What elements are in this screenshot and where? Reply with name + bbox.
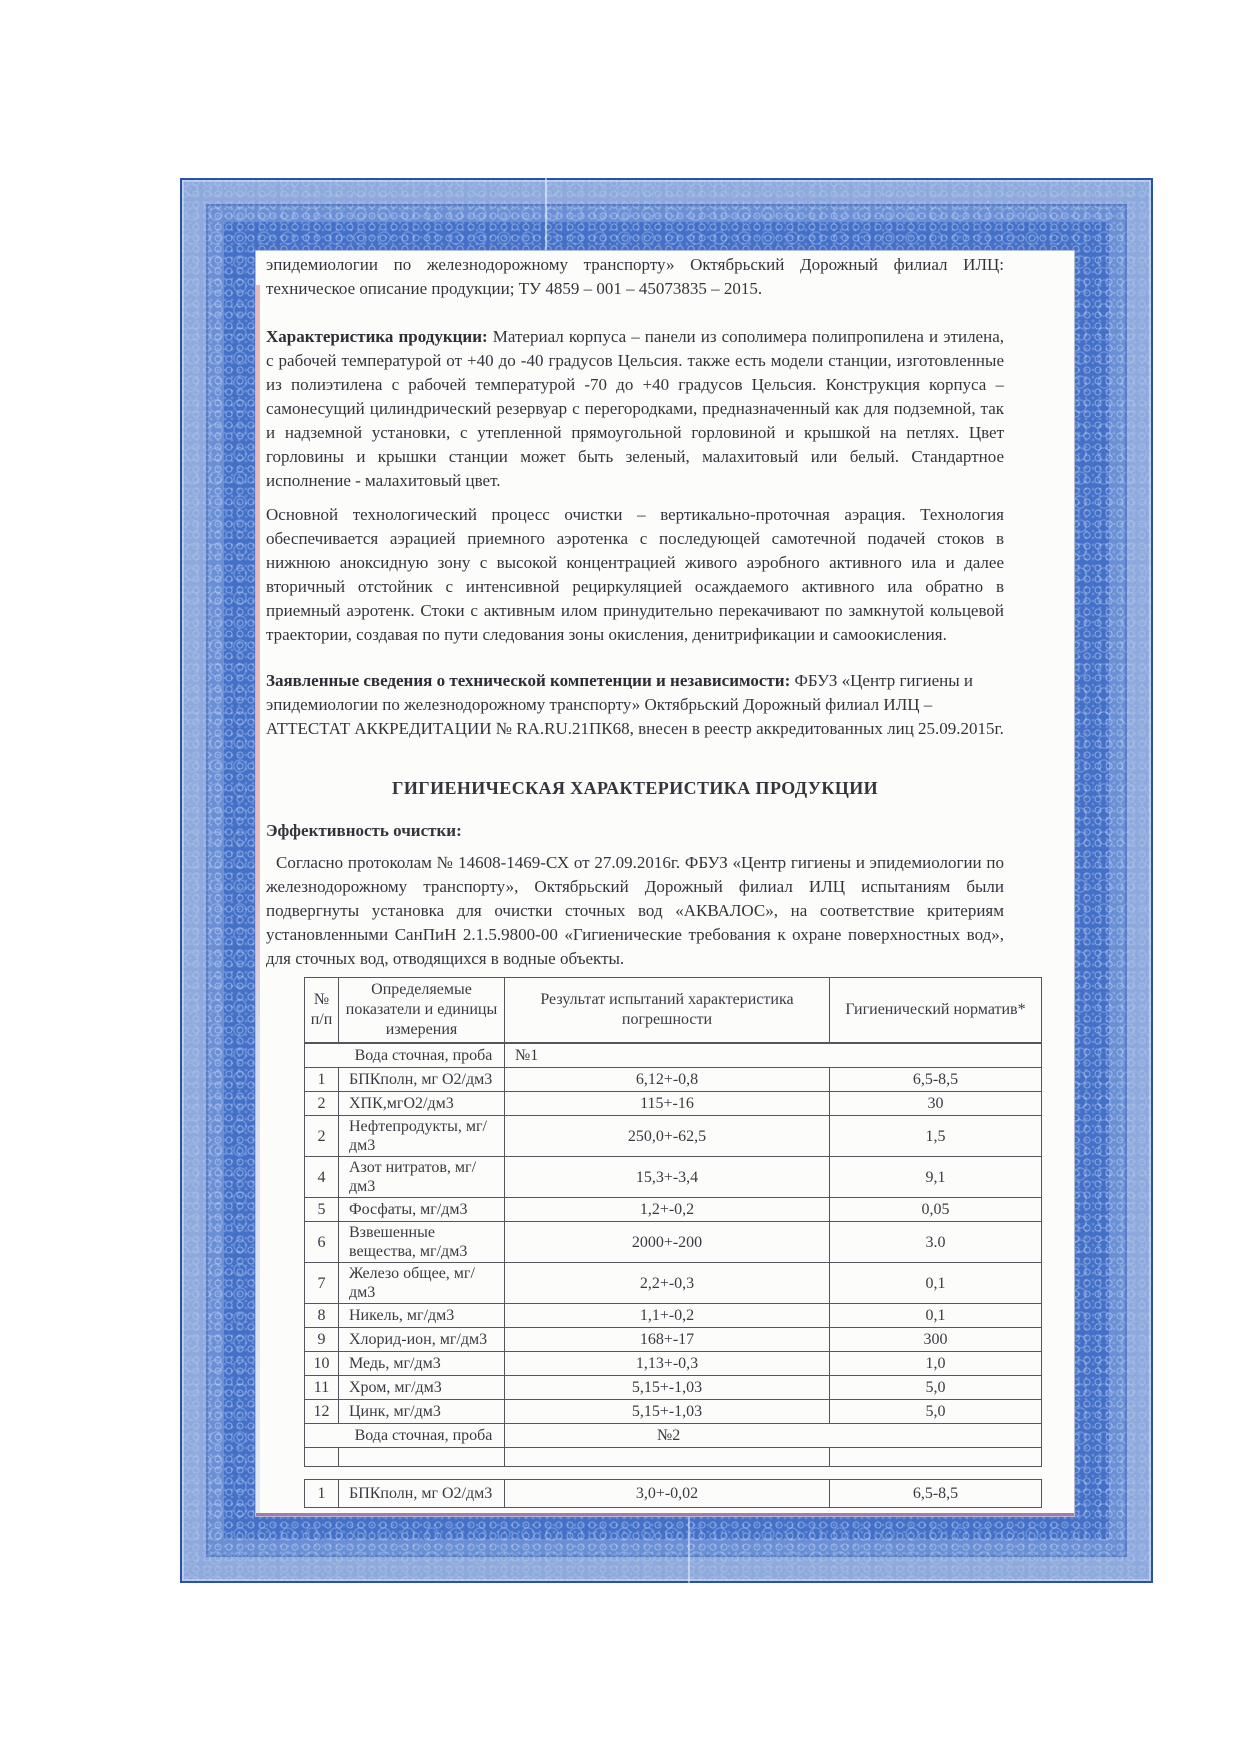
- table-cell: 115+-16: [505, 1092, 830, 1116]
- table-cell: 2: [305, 1116, 339, 1157]
- hygiene-results-table-continued: [304, 1479, 1042, 1508]
- table-row: [305, 1198, 1042, 1222]
- table-cell: Хром, мг/дм3: [339, 1376, 505, 1400]
- table-cell: 300: [830, 1328, 1042, 1352]
- hygiene-results-table: [304, 977, 1042, 1467]
- table-cell: 5,0: [830, 1400, 1042, 1424]
- header-cell-number: № п/п: [305, 978, 339, 1044]
- paragraph-product-characteristics: Характеристика продукции: Материал корпуса – панели из сополимера полипропилена и этилена, с рабочей температурой от +40 до -40 градусов Цельсия. также есть модели станции, изготовленные из полиэтилена с рабочей температурой -70 до +40 градусов Цельсия. Конструкция корпуса – самонесущий цилиндрический резервуар с перегородками, предназначенный как для подземной, так и надземной установки, с утепленной прямоугольной горловиной и крышкой на петлях. Цвет горловины и крышки станции может быть зеленый, малахитовый или белый. Стандартное исполнение - малахитовый цвет.: [266, 327, 1004, 490]
- sample-label: Вода сточная, проба: [305, 1043, 505, 1068]
- scan-fold-line-top: [545, 178, 547, 252]
- table-cell: 15,3+-3,4: [505, 1157, 830, 1198]
- table-cell: 9,1: [830, 1157, 1042, 1198]
- header-cell-parameter: Определяемые показатели и единицы измерения: [339, 978, 505, 1044]
- table-row: [305, 1222, 1042, 1263]
- table-row: [305, 1068, 1042, 1092]
- table-cell: 10: [305, 1352, 339, 1376]
- table-cell: Хлорид-ион, мг/дм3: [339, 1328, 505, 1352]
- table-cell: 1,2+-0,2: [505, 1198, 830, 1222]
- subsection-heading: Эффективность очистки:: [266, 821, 462, 840]
- table-row: [305, 1400, 1042, 1424]
- table-cell: 9: [305, 1328, 339, 1352]
- table-row: [305, 1480, 1042, 1508]
- table-cell: 0,1: [830, 1304, 1042, 1328]
- sample1-row: [305, 1043, 1042, 1068]
- paragraph-technical-competence: Заявленные сведения о технической компетенции и независимости: ФБУЗ «Центр гигиены и эпидемиологии по железнодорожному транспорту» Октябрьский Дорожный филиал ИЛЦ – АТТЕСТАТ АККРЕДИТАЦИИ № RA.RU.21ПК68, внесен в реестр аккредитованных лиц 25.09.2015г.: [266, 671, 1004, 738]
- table-cell: 7: [305, 1263, 339, 1304]
- table-row: [305, 1116, 1042, 1157]
- table-cell: 1,0: [830, 1352, 1042, 1376]
- table-cell: 6,5-8,5: [830, 1480, 1042, 1508]
- table-row: [305, 1263, 1042, 1304]
- table-cell: 2: [305, 1092, 339, 1116]
- paragraph-lead: Характеристика продукции:: [266, 327, 488, 346]
- section-heading: ГИГИЕНИЧЕСКАЯ ХАРАКТЕРИСТИКА ПРОДУКЦИИ: [391, 778, 879, 798]
- table-cell: Взвешенные вещества, мг/дм3: [339, 1222, 505, 1263]
- page-content: [256, 251, 1074, 1516]
- table-cell: 168+-17: [505, 1328, 830, 1352]
- table-cell: 6: [305, 1222, 339, 1263]
- header-cell-norm: Гигиенический норматив*: [830, 978, 1042, 1044]
- table-cell: 6,5-8,5: [830, 1068, 1042, 1092]
- table-cell: 5,15+-1,03: [505, 1376, 830, 1400]
- paragraph-lead: Заявленные сведения о технической компетенции и независимости:: [266, 671, 791, 690]
- table-cell: 3.0: [830, 1222, 1042, 1263]
- document-page: [255, 250, 1075, 1517]
- table-cell: БПКполн, мг О2/дм3: [339, 1480, 505, 1508]
- table-row: [305, 1352, 1042, 1376]
- table-cell: 5: [305, 1198, 339, 1222]
- paragraph-test-protocols: Согласно протоколам № 14608-1469-СХ от 27.09.2016г. ФБУЗ «Центр гигиены и эпидемиологии по железнодорожному транспорту», Октябрьский Дорожный филиал ИЛЦ испытаниям были подвергнуты установка для очистки сточных вод «АКВАЛОС», на соответствие критериям установленными СанПиН 2.1.5.9800-00 «Гигиенические требования к охране поверхностных вод», для сточных вод, отводящихся в водные объекты.: [266, 853, 1004, 968]
- table-cell: Нефтепродукты, мг/дм3: [339, 1116, 505, 1157]
- paragraph-treatment-process: Основной технологический процесс очистки – вертикально-проточная аэрация. Технология обеспечивается аэрацией приемного аэротенка с последующей самотечной подачей стоков в нижнюю аноксидную зону с высокой концентрацией живого аэробного активного ила и далее вторичный отстойник с интенсивной рециркуляцией осаждаемого активного ила обратно в приемный аэротенк. Стоки с активным илом принудительно перекачивают по замкнутой кольцевой траектории, создавая по пути следования зоны окисления, денитрификации и самоокисления.: [266, 505, 1004, 644]
- carryover-line: техническое описание продукции; ТУ 4859 – 001 – 45073835 – 2015.: [266, 279, 763, 298]
- table-cell: 6,12+-0,8: [505, 1068, 830, 1092]
- table-cell: Железо общее, мг/дм3: [339, 1263, 505, 1304]
- sample2-row: [305, 1424, 1042, 1448]
- table-cell: 2000+-200: [505, 1222, 830, 1263]
- table-cell: 1,13+-0,3: [505, 1352, 830, 1376]
- sample-number: №1: [505, 1043, 1042, 1068]
- carryover-line: эпидемиологии по железнодорожному транспорту» Октябрьский Дорожный филиал ИЛЦ:: [266, 255, 1004, 274]
- table-row: [305, 1304, 1042, 1328]
- table-cell: Фосфаты, мг/дм3: [339, 1198, 505, 1222]
- table-cell: ХПК,мгО2/дм3: [339, 1092, 505, 1116]
- header-cell-result: Результат испытаний характеристика погрешности: [505, 978, 830, 1044]
- table-cell: Цинк, мг/дм3: [339, 1400, 505, 1424]
- table-row: [305, 1092, 1042, 1116]
- table-cell: 11: [305, 1376, 339, 1400]
- table-cell: 0,05: [830, 1198, 1042, 1222]
- empty-table-row: [305, 1448, 1042, 1467]
- table-cell: Азот нитратов, мг/дм3: [339, 1157, 505, 1198]
- table-cell: 4: [305, 1157, 339, 1198]
- table-row: [305, 1376, 1042, 1400]
- table-cell: Никель, мг/дм3: [339, 1304, 505, 1328]
- table-cell: 0,1: [830, 1263, 1042, 1304]
- table-cell: 1: [305, 1068, 339, 1092]
- sample-label: Вода сточная, проба: [305, 1424, 505, 1448]
- table-cell: Медь, мг/дм3: [339, 1352, 505, 1376]
- sample-number: №2: [505, 1424, 1042, 1448]
- scan-fold-line-bottom: [688, 1511, 690, 1583]
- table-row: [305, 1328, 1042, 1352]
- table-cell: 12: [305, 1400, 339, 1424]
- table-cell: 30: [830, 1092, 1042, 1116]
- table-cell: 8: [305, 1304, 339, 1328]
- table-cell: 5,15+-1,03: [505, 1400, 830, 1424]
- table-cell: 3,0+-0,02: [505, 1480, 830, 1508]
- table-header-row: [305, 978, 1042, 1044]
- table-cell: 1,5: [830, 1116, 1042, 1157]
- table-cell: 250,0+-62,5: [505, 1116, 830, 1157]
- table-cell: 5,0: [830, 1376, 1042, 1400]
- table-cell: БПКполн, мг О2/дм3: [339, 1068, 505, 1092]
- table-cell: 2,2+-0,3: [505, 1263, 830, 1304]
- table-cell: 1: [305, 1480, 339, 1508]
- table-row: [305, 1157, 1042, 1198]
- table-cell: 1,1+-0,2: [505, 1304, 830, 1328]
